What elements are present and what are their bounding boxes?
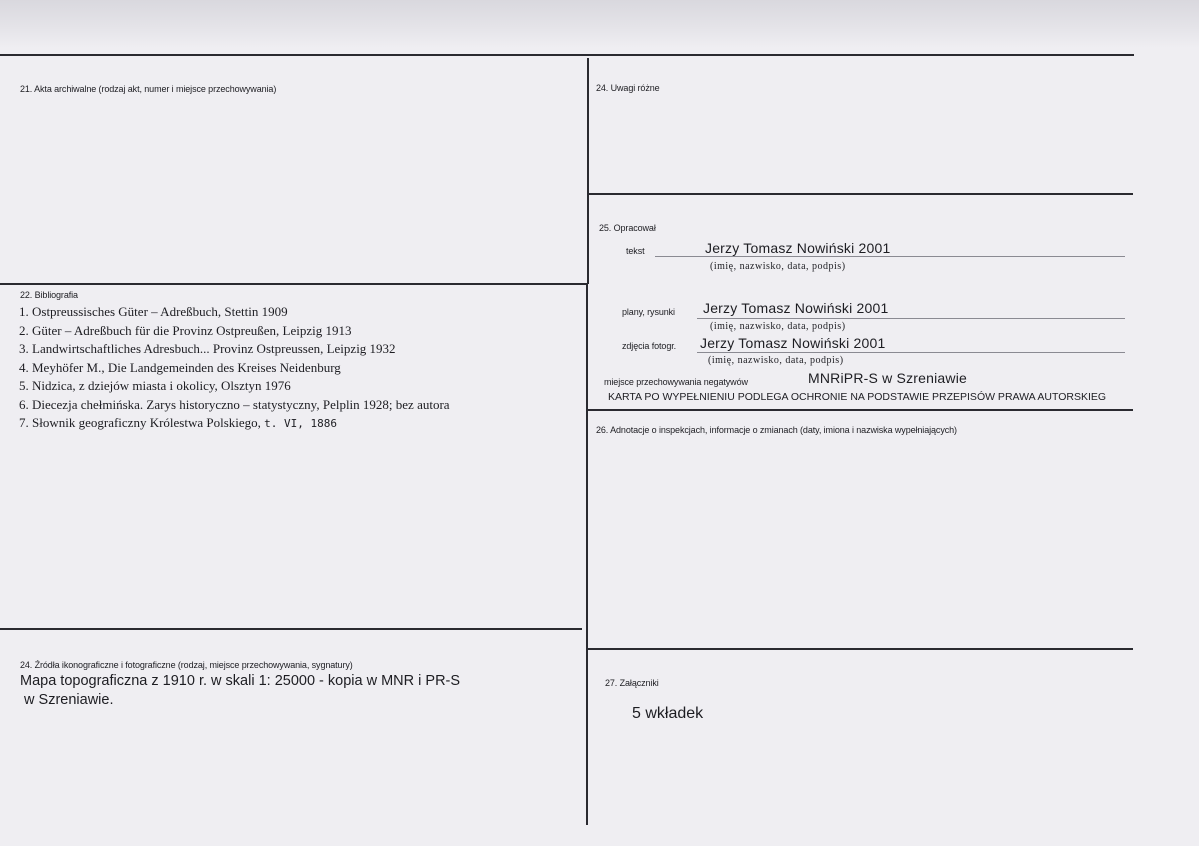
section-24-sources-title: 24. Źródła ikonograficzne i fotograficzne (rodzaj, miejsce przechowywania, sygnatury) xyxy=(20,660,353,670)
zdjecia-value: Jerzy Tomasz Nowiński 2001 xyxy=(700,335,886,351)
plany-value: Jerzy Tomasz Nowiński 2001 xyxy=(703,300,889,316)
bibliography-item: 4. Meyhöfer M., Die Landgemeinden des Kreises Neidenburg xyxy=(19,359,341,375)
center-divider-lower xyxy=(586,284,588,825)
section-24-uwagi-title: 24. Uwagi różne xyxy=(596,83,660,93)
copyright-notice: KARTA PO WYPEŁNIENIU PODLEGA OCHRONIE NA PODSTAWIE PRZEPISÓW PRAWA AUTORSKIEG xyxy=(608,391,1107,403)
zdjecia-rule xyxy=(697,352,1125,353)
zdjecia-label: zdjęcia fotogr. xyxy=(622,341,677,351)
left-divider-22 xyxy=(0,283,588,285)
section-21-title: 21. Akta archiwalne (rodzaj akt, numer i miejsce przechowywania) xyxy=(20,84,277,94)
tekst-label: tekst xyxy=(626,246,645,256)
section-22-title: 22. Bibliografia xyxy=(20,290,78,300)
zdjecia-caption: (imię, nazwisko, data, podpis) xyxy=(708,355,844,366)
bibliography-item: 5. Nidzica, z dziejów miasta i okolicy, Olsztyn 1976 xyxy=(19,378,291,393)
handwritten-volume-note: t. VI, 1886 xyxy=(264,417,338,430)
bibliography-item-7 xyxy=(19,414,450,434)
tekst-rule xyxy=(655,256,1125,257)
right-divider-27 xyxy=(588,648,1133,650)
negatywy-value: MNRiPR-S w Szreniawie xyxy=(808,370,968,386)
attachments-value: 5 wkładek xyxy=(632,705,704,722)
bibliography-item: 3. Landwirtschaftliches Adresbuch... Provinz Ostpreussen, Leipzig 1932 xyxy=(19,341,396,356)
section-27-title: 27. Załączniki xyxy=(605,678,659,688)
bibliography-list xyxy=(19,303,450,434)
tekst-value: Jerzy Tomasz Nowiński 2001 xyxy=(705,240,891,256)
center-divider-upper xyxy=(587,58,589,284)
section-25-title: 25. Opracował xyxy=(599,223,656,233)
scan-shadow xyxy=(0,0,1199,48)
plany-rule xyxy=(697,318,1125,319)
bibliography-item: 2. Güter – Adreßbuch für die Provinz Ostpreußen, Leipzig 1913 xyxy=(19,322,352,338)
plany-caption: (imię, nazwisko, data, podpis) xyxy=(710,321,846,332)
right-divider-25 xyxy=(588,193,1133,195)
top-border-line xyxy=(0,54,1134,56)
sources-line-1: Mapa topograficzna z 1910 r. w skali 1: 25000 - kopia w MNR i PR-S xyxy=(20,673,461,689)
left-divider-24b xyxy=(0,628,582,630)
section-26-title: 26. Adnotacje o inspekcjach, informacje o zmianach (daty, imiona i nazwiska wypełniających) xyxy=(596,425,957,435)
bibliography-item: 6. Diecezja chełmińska. Zarys historyczno – statystyczny, Pelplin 1928; bez autora xyxy=(19,396,450,412)
tekst-caption: (imię, nazwisko, data, podpis) xyxy=(710,261,846,272)
plany-label: plany, rysunki xyxy=(622,307,675,317)
sources-line-2: w Szreniawie. xyxy=(20,692,114,708)
bibliography-item-7-text: 7. Słownik geograficzny Królestwa Polskiego, xyxy=(19,415,261,430)
bibliography-item: 1. Ostpreussisches Güter – Adreßbuch, Stettin 1909 xyxy=(19,304,288,319)
right-divider-26 xyxy=(588,409,1133,411)
negatywy-label: miejsce przechowywania negatywów xyxy=(604,377,748,387)
